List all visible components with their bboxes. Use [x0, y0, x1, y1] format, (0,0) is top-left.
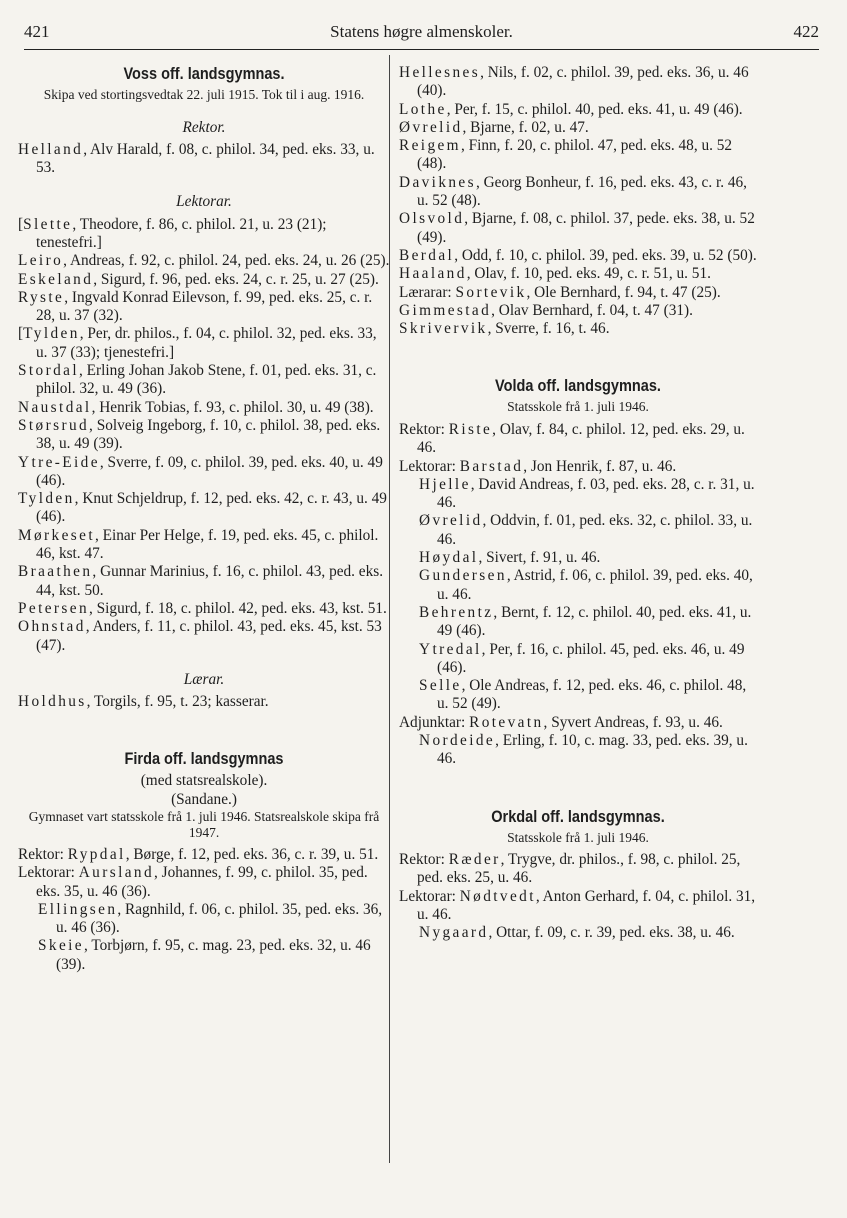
lektorar-heading: Lektorar.	[176, 193, 232, 211]
section-note-firda: Gymnaset vart statsskole frå 1. juli 1946. Statsrealskole skipa frå 1947.	[28, 809, 380, 840]
staff-details: , Per, f. 16, c. philol. 45, ped. eks. 46, u. 49 (46).	[437, 640, 745, 676]
staff-details: , Einar Per Helge, f. 19, ped. eks. 45, c. philol. 46, kst. 47.	[36, 526, 379, 563]
staff-details: , Sigurd, f. 18, c. philol. 42, ped. eks. 43, kst. 51.	[89, 599, 387, 617]
page-number-right: 422	[793, 22, 819, 41]
voss-continued-list	[399, 64, 757, 338]
entry-role-label: Lektorar:	[399, 457, 460, 475]
firda-staff-list	[18, 846, 390, 974]
section-title-firda: Firda off. landsgymnas	[124, 750, 284, 769]
staff-details: , Ole Andreas, f. 12, ped. eks. 46, c. philol. 48, u. 52 (49).	[437, 677, 747, 713]
staff-details: , Ottar, f. 09, c. r. 39, ped. eks. 38, u. 46.	[488, 924, 735, 942]
rektor-heading: Rektor.	[182, 118, 226, 136]
staff-details: , Jon Henrik, f. 87, u. 46.	[523, 457, 677, 475]
staff-entry	[18, 454, 390, 491]
staff-entry	[18, 325, 390, 362]
staff-entry	[18, 563, 390, 600]
staff-details: , Per, dr. philos., f. 04, c. philol. 32, ped. eks. 33, u. 37 (33); tjenestefri.]	[36, 325, 377, 361]
section-note-voss: Skipa ved stortingsvedtak 22. juli 1915. Tok til i aug. 1916.	[43, 87, 365, 102]
staff-details: , Ole Bernhard, f. 94, t. 47 (25).	[526, 283, 721, 301]
staff-entry	[399, 924, 757, 942]
staff-entry	[399, 476, 757, 513]
staff-details: , Oddvin, f. 01, ped. eks. 32, c. philol. 33, u. 46.	[437, 512, 753, 548]
staff-details: , Bjarne, f. 02, u. 47.	[462, 118, 589, 136]
staff-entry	[399, 714, 757, 732]
staff-surname: Hellesnes	[399, 64, 481, 81]
staff-surname: Skeie	[38, 937, 84, 955]
staff-entry	[18, 417, 390, 454]
staff-entry	[18, 271, 390, 289]
staff-surname: Berdal	[399, 246, 455, 264]
staff-surname: Helland	[18, 140, 84, 158]
staff-surname: Daviknes	[399, 173, 476, 191]
staff-surname: Gundersen	[419, 567, 507, 585]
entry-role-label: Adjunktar:	[399, 713, 470, 731]
staff-details: , Anton Gerhard, f. 04, c. philol. 31, u. 46.	[417, 887, 756, 923]
right-column	[399, 64, 757, 943]
staff-surname: Høydal	[419, 549, 479, 567]
staff-entry	[18, 693, 390, 711]
staff-entry	[18, 362, 390, 399]
staff-surname: Nygaard	[419, 924, 489, 942]
header-rule	[24, 49, 819, 50]
entry-bracket: [	[18, 215, 24, 233]
staff-surname: Lothe	[399, 100, 447, 118]
staff-entry	[399, 101, 757, 119]
staff-surname: Gimmestad	[399, 301, 492, 319]
staff-surname: Øvrelid	[399, 118, 463, 136]
staff-details: , Trygve, dr. philos., f. 98, c. philol. 25, ped. eks. 25, u. 46.	[417, 851, 741, 887]
staff-entry	[399, 302, 757, 320]
staff-surname: Mørkeset	[18, 526, 95, 544]
entry-role-label: Rektor:	[399, 420, 449, 438]
entry-role-label: Rektor:	[399, 851, 449, 869]
staff-details: , Per, f. 15, c. philol. 40, ped. eks. 41, u. 49 (46).	[446, 100, 743, 118]
entry-role-label: Lektorar:	[399, 887, 460, 905]
staff-surname: Hjelle	[419, 475, 471, 493]
staff-entry	[18, 901, 390, 938]
staff-entry	[399, 641, 757, 678]
staff-entry	[399, 512, 757, 549]
staff-details: , Torbjørn, f. 95, c. mag. 23, ped. eks. 32, u. 46 (39).	[56, 937, 371, 973]
staff-details: , Sverre, f. 09, c. philol. 39, ped. eks. 40, u. 49 (46).	[36, 453, 383, 489]
staff-details: , Børge, f. 12, ped. eks. 36, c. r. 39, u. 51.	[125, 846, 379, 863]
staff-surname: Stordal	[18, 362, 79, 380]
staff-details: , Sverre, f. 16, t. 46.	[487, 320, 610, 338]
staff-surname: Sortevik	[455, 283, 527, 301]
section-subtitle-firda: (med statsrealskole).	[140, 772, 268, 790]
staff-surname: Ryste	[18, 288, 65, 306]
staff-surname: Naustdal	[18, 398, 92, 416]
staff-entry	[18, 937, 390, 974]
staff-surname: Rypdal	[67, 846, 126, 863]
staff-surname: Petersen	[18, 599, 90, 617]
staff-surname: Leiro	[18, 252, 64, 270]
staff-surname: Aursland	[78, 864, 155, 882]
staff-surname: Braathen	[18, 563, 93, 581]
staff-entry	[399, 604, 757, 641]
staff-entry	[399, 888, 757, 925]
staff-surname: Riste	[448, 420, 493, 438]
staff-entry	[399, 567, 757, 604]
staff-details: , Odd, f. 10, c. philol. 39, ped. eks. 39, u. 52 (50).	[454, 246, 757, 264]
laerar-heading: Lærar.	[183, 670, 225, 688]
staff-entry	[18, 600, 390, 618]
section-title-voss: Voss off. landsgymnas.	[123, 65, 285, 83]
staff-details: , Torgils, f. 95, t. 23; kasserar.	[86, 693, 269, 711]
staff-surname: Øvrelid	[419, 512, 483, 530]
entry-bracket: [	[18, 325, 24, 343]
staff-entry	[399, 549, 757, 567]
staff-entry	[399, 284, 757, 302]
staff-entry	[18, 618, 390, 655]
entry-role-label: Rektor:	[18, 846, 68, 863]
staff-details: , Finn, f. 20, c. philol. 47, ped. eks. 48, u. 52 (48).	[417, 137, 733, 173]
page-number-left: 421	[24, 22, 50, 41]
staff-details: , Johannes, f. 99, c. philol. 35, ped. eks. 35, u. 46 (36).	[36, 864, 368, 900]
staff-entry	[18, 289, 390, 326]
section-location-firda: (Sandane.)	[171, 790, 237, 808]
section-title-volda: Volda off. landsgymnas.	[495, 377, 661, 396]
staff-details: , Erling, f. 10, c. mag. 33, ped. eks. 39, u. 46.	[437, 732, 748, 768]
voss-rektor-list	[18, 141, 390, 178]
staff-details: , Gunnar Marinius, f. 16, c. philol. 43, ped. eks. 44, kst. 50.	[36, 563, 384, 599]
staff-details: , Andreas, f. 92, c. philol. 24, ped. eks. 24, u. 26 (25).	[63, 252, 390, 270]
staff-details: , Olav Bernhard, f. 04, t. 47 (31).	[491, 301, 693, 319]
staff-entry	[399, 732, 757, 769]
staff-surname: Holdhus	[18, 693, 87, 711]
staff-surname: Rotevatn	[469, 713, 544, 731]
staff-surname: Olsvold	[399, 210, 465, 228]
entry-role-label: Lektorar:	[18, 864, 79, 882]
staff-entry	[399, 320, 757, 338]
voss-laerar-list	[18, 693, 390, 711]
staff-surname: Skrivervik	[399, 320, 488, 338]
section-note-orkdal: Statsskole frå 1. juli 1946.	[507, 829, 649, 845]
orkdal-staff-list	[399, 851, 757, 942]
volda-staff-list	[399, 421, 757, 769]
staff-details: , Olav, f. 84, c. philol. 12, ped. eks. 29, u. 46.	[417, 420, 745, 457]
staff-details: , Ingvald Konrad Eilevson, f. 99, ped. eks. 25, c. r. 28, u. 37 (32).	[36, 288, 373, 325]
staff-surname: Ohnstad	[18, 618, 86, 636]
staff-surname: Størsrud	[18, 416, 90, 434]
staff-entry	[399, 119, 757, 137]
voss-lektorar-list	[18, 216, 390, 655]
staff-entry	[399, 677, 757, 714]
entry-role-label: Lærarar:	[399, 283, 456, 301]
staff-entry	[399, 174, 757, 211]
staff-entry	[18, 864, 390, 901]
staff-entry	[399, 137, 757, 174]
left-column	[18, 64, 390, 974]
staff-details: , Olav, f. 10, ped. eks. 49, c. r. 51, u. 51.	[466, 265, 711, 283]
staff-details: , Alv Harald, f. 08, c. philol. 34, ped. eks. 33, u. 53.	[36, 140, 375, 177]
staff-surname: Tylden	[18, 490, 75, 508]
staff-entry	[399, 247, 757, 265]
staff-entry	[18, 399, 390, 417]
staff-details: , Knut Schjeldrup, f. 12, ped. eks. 42, c. r. 43, u. 49 (46).	[36, 490, 387, 526]
staff-surname: Tylden	[23, 325, 80, 343]
staff-surname: Behrentz	[419, 603, 494, 621]
staff-surname: Eskeland	[18, 270, 94, 288]
staff-details: , Theodore, f. 86, c. philol. 21, u. 23 (21); tenestefri.]	[36, 215, 327, 251]
staff-surname: Selle	[419, 677, 462, 695]
staff-entry	[18, 216, 390, 253]
staff-details: , Ragnhild, f. 06, c. philol. 35, ped. eks. 36, u. 46 (36).	[56, 900, 383, 937]
staff-details: , Henrik Tobias, f. 93, c. philol. 30, u. 49 (38).	[91, 398, 374, 416]
staff-entry	[18, 490, 390, 527]
section-title-orkdal: Orkdal off. landsgymnas.	[491, 807, 665, 826]
staff-entry	[18, 846, 390, 864]
staff-surname: Nordeide	[419, 732, 496, 749]
staff-surname: Reigem	[399, 137, 461, 155]
staff-details: , Georg Bonheur, f. 16, ped. eks. 43, c. r. 46, u. 52 (48).	[417, 173, 747, 210]
page-header	[24, 22, 819, 44]
staff-entry	[399, 458, 757, 476]
staff-details: , Sivert, f. 91, u. 46.	[478, 549, 601, 567]
staff-entry	[399, 421, 757, 458]
staff-details: , Bernt, f. 12, c. philol. 40, ped. eks. 41, u. 49 (46).	[437, 603, 752, 640]
staff-details: , David Andreas, f. 03, ped. eks. 28, c. r. 31, u. 46.	[437, 475, 755, 512]
staff-entry	[18, 527, 390, 564]
staff-entry	[18, 141, 390, 178]
staff-details: , Erling Johan Jakob Stene, f. 01, ped. eks. 31, c. philol. 32, u. 49 (36).	[36, 362, 377, 398]
staff-entry	[399, 64, 757, 101]
staff-surname: Slette	[23, 215, 73, 233]
staff-surname: Ellingsen	[38, 900, 118, 918]
staff-entry	[399, 851, 757, 888]
staff-surname: Barstad	[459, 457, 524, 475]
staff-entry	[399, 210, 757, 247]
staff-details: , Anders, f. 11, c. philol. 43, ped. eks. 45, kst. 53 (47).	[36, 618, 382, 654]
section-note-volda: Statsskole frå 1. juli 1946.	[507, 399, 649, 415]
staff-entry	[399, 265, 757, 283]
staff-details: , Nils, f. 02, c. philol. 39, ped. eks. 36, u. 46 (40).	[417, 64, 749, 100]
staff-surname: Haaland	[399, 265, 467, 283]
staff-details: , Syvert Andreas, f. 93, u. 46.	[543, 713, 723, 731]
staff-details: , Astrid, f. 06, c. philol. 39, ped. eks. 40, u. 46.	[437, 567, 753, 603]
staff-details: , Bjarne, f. 08, c. philol. 37, pede. eks. 38, u. 52 (49).	[417, 210, 755, 246]
staff-surname: Nødtvedt	[459, 887, 536, 905]
running-title: Statens høgre almenskoler.	[330, 22, 513, 41]
staff-details: , Sigurd, f. 96, ped. eks. 24, c. r. 25, u. 27 (25).	[93, 270, 379, 288]
staff-surname: Ytre-Eide	[18, 453, 100, 471]
staff-entry	[18, 252, 390, 270]
staff-surname: Ytredal	[419, 640, 482, 658]
staff-surname: Ræder	[448, 851, 501, 869]
staff-details: , Solveig Ingeborg, f. 10, c. philol. 38, ped. eks. 38, u. 49 (39).	[36, 416, 381, 453]
